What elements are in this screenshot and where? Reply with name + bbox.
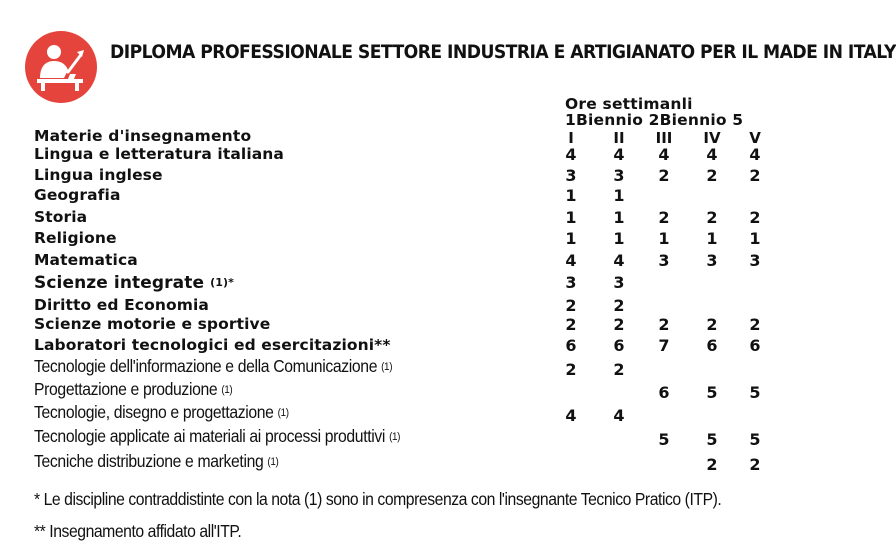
subject-name: Geografia xyxy=(34,186,121,204)
hours-cell: 3 xyxy=(613,166,625,185)
hours-cell: 3 xyxy=(565,273,577,292)
hours-cell: 6 xyxy=(749,336,761,355)
hours-cell: 4 xyxy=(565,251,577,270)
hours-cell: 1 xyxy=(658,229,670,248)
subject-note-mark: (1) xyxy=(267,456,279,468)
hours-cell: 2 xyxy=(749,166,761,185)
year-header: II xyxy=(613,129,625,147)
subject-name: Tecnologie, disegno e progettazione xyxy=(34,402,274,422)
year-header: IV xyxy=(703,129,721,147)
hours-cell: 4 xyxy=(613,145,625,164)
subject-name: Matematica xyxy=(34,251,138,269)
hours-cell: 4 xyxy=(749,145,761,164)
subjects-header: Materie d'insegnamento xyxy=(34,127,252,145)
subject-name: Lingua inglese xyxy=(34,166,163,184)
hours-cell: 2 xyxy=(613,315,625,334)
hours-cell: 2 xyxy=(658,315,670,334)
subject-note-mark: (1)* xyxy=(210,276,234,289)
hours-cell: 4 xyxy=(613,251,625,270)
subject-name: Scienze motorie e sportive xyxy=(34,315,271,333)
hours-cell: 2 xyxy=(565,296,577,315)
subject-note-mark: (1) xyxy=(381,361,393,373)
hours-cell: 2 xyxy=(749,455,761,474)
hours-cell: 6 xyxy=(613,336,625,355)
hours-cell: 1 xyxy=(613,186,625,205)
subject-name: Religione xyxy=(34,229,117,247)
hours-cell: 2 xyxy=(658,166,670,185)
subject-row-label xyxy=(34,273,234,293)
hours-cell: 5 xyxy=(749,430,761,449)
hours-cell: 1 xyxy=(706,229,718,248)
subject-note-mark: (1) xyxy=(221,384,233,396)
subject-row-label xyxy=(34,251,138,269)
hours-cell: 3 xyxy=(706,251,718,270)
subject-row-label xyxy=(34,426,400,447)
subject-row-label xyxy=(34,208,87,226)
subject-name: Laboratori tecnologici ed esercitazioni** xyxy=(34,336,391,354)
hours-cell: 2 xyxy=(565,360,577,379)
hours-cell: 2 xyxy=(706,315,718,334)
subject-name: Progettazione e produzione xyxy=(34,379,218,399)
hours-cell: 3 xyxy=(613,273,625,292)
subject-note-mark: (1) xyxy=(389,431,401,443)
subject-name: Storia xyxy=(34,208,88,226)
hours-cell: 6 xyxy=(706,336,718,355)
hours-cell: 2 xyxy=(658,208,670,227)
subject-row-label xyxy=(34,402,289,423)
artisan-at-workbench-icon xyxy=(24,30,98,104)
footnote-itp-only: ** Insegnamento affidato all'ITP. xyxy=(34,521,242,541)
page-title: DIPLOMA PROFESSIONALE SETTORE INDUSTRIA E ARTIGIANATO PER IL MADE IN ITALY xyxy=(110,42,896,63)
subject-row-label xyxy=(34,229,117,247)
hours-cell: 6 xyxy=(565,336,577,355)
bienni-label: 1Biennio 2Biennio 5 xyxy=(565,111,744,129)
subject-name: Tecnologie applicate ai materiali ai processi produttivi xyxy=(34,426,386,446)
subject-row-label xyxy=(34,166,163,184)
footnote-itp-compresenza: * Le discipline contraddistinte con la nota (1) sono in compresenza con l'insegnante Tecnico Pratico (ITP). xyxy=(34,489,722,509)
subject-name: Tecniche distribuzione e marketing xyxy=(34,451,264,471)
hours-cell: 5 xyxy=(706,383,718,402)
subject-name: Scienze integrate xyxy=(34,273,205,293)
hours-cell: 4 xyxy=(706,145,718,164)
hours-cell: 1 xyxy=(749,229,761,248)
hours-cell: 1 xyxy=(565,186,577,205)
hours-cell: 1 xyxy=(613,229,625,248)
hours-cell: 4 xyxy=(658,145,670,164)
subject-row-label xyxy=(34,186,121,204)
hours-cell: 2 xyxy=(749,315,761,334)
hours-cell: 2 xyxy=(613,296,625,315)
subject-row-label xyxy=(34,451,278,472)
year-header: III xyxy=(655,129,673,147)
hours-cell: 1 xyxy=(565,208,577,227)
subject-name: Tecnologie dell'informazione e della Comunicazione xyxy=(34,356,378,376)
subject-row-label xyxy=(34,296,209,314)
hours-cell: 4 xyxy=(613,406,625,425)
hours-cell: 3 xyxy=(658,251,670,270)
hours-cell: 3 xyxy=(565,166,577,185)
subject-name: Diritto ed Economia xyxy=(34,296,209,314)
subject-row-label xyxy=(34,356,392,377)
year-header: I xyxy=(568,129,574,147)
subject-row-label xyxy=(34,145,284,163)
hours-cell: 3 xyxy=(749,251,761,270)
hours-cell: 4 xyxy=(565,145,577,164)
hours-cell: 5 xyxy=(658,430,670,449)
hours-cell: 5 xyxy=(706,430,718,449)
subject-note-mark: (1) xyxy=(277,407,289,419)
hours-cell: 2 xyxy=(706,166,718,185)
hours-cell: 2 xyxy=(613,360,625,379)
hours-per-week-label: Ore settimanli xyxy=(565,95,693,113)
hours-cell: 5 xyxy=(749,383,761,402)
hours-cell: 1 xyxy=(613,208,625,227)
hours-cell: 2 xyxy=(706,208,718,227)
hours-cell: 2 xyxy=(749,208,761,227)
hours-cell: 1 xyxy=(565,229,577,248)
hours-cell: 6 xyxy=(658,383,670,402)
hours-cell: 4 xyxy=(565,406,577,425)
subject-row-label xyxy=(34,336,391,354)
subject-row-label xyxy=(34,379,232,400)
year-header: V xyxy=(749,129,761,147)
hours-cell: 2 xyxy=(565,315,577,334)
subject-name: Lingua e letteratura italiana xyxy=(34,145,284,163)
subject-row-label xyxy=(34,315,270,333)
hours-cell: 7 xyxy=(658,336,670,355)
hours-cell: 2 xyxy=(706,455,718,474)
